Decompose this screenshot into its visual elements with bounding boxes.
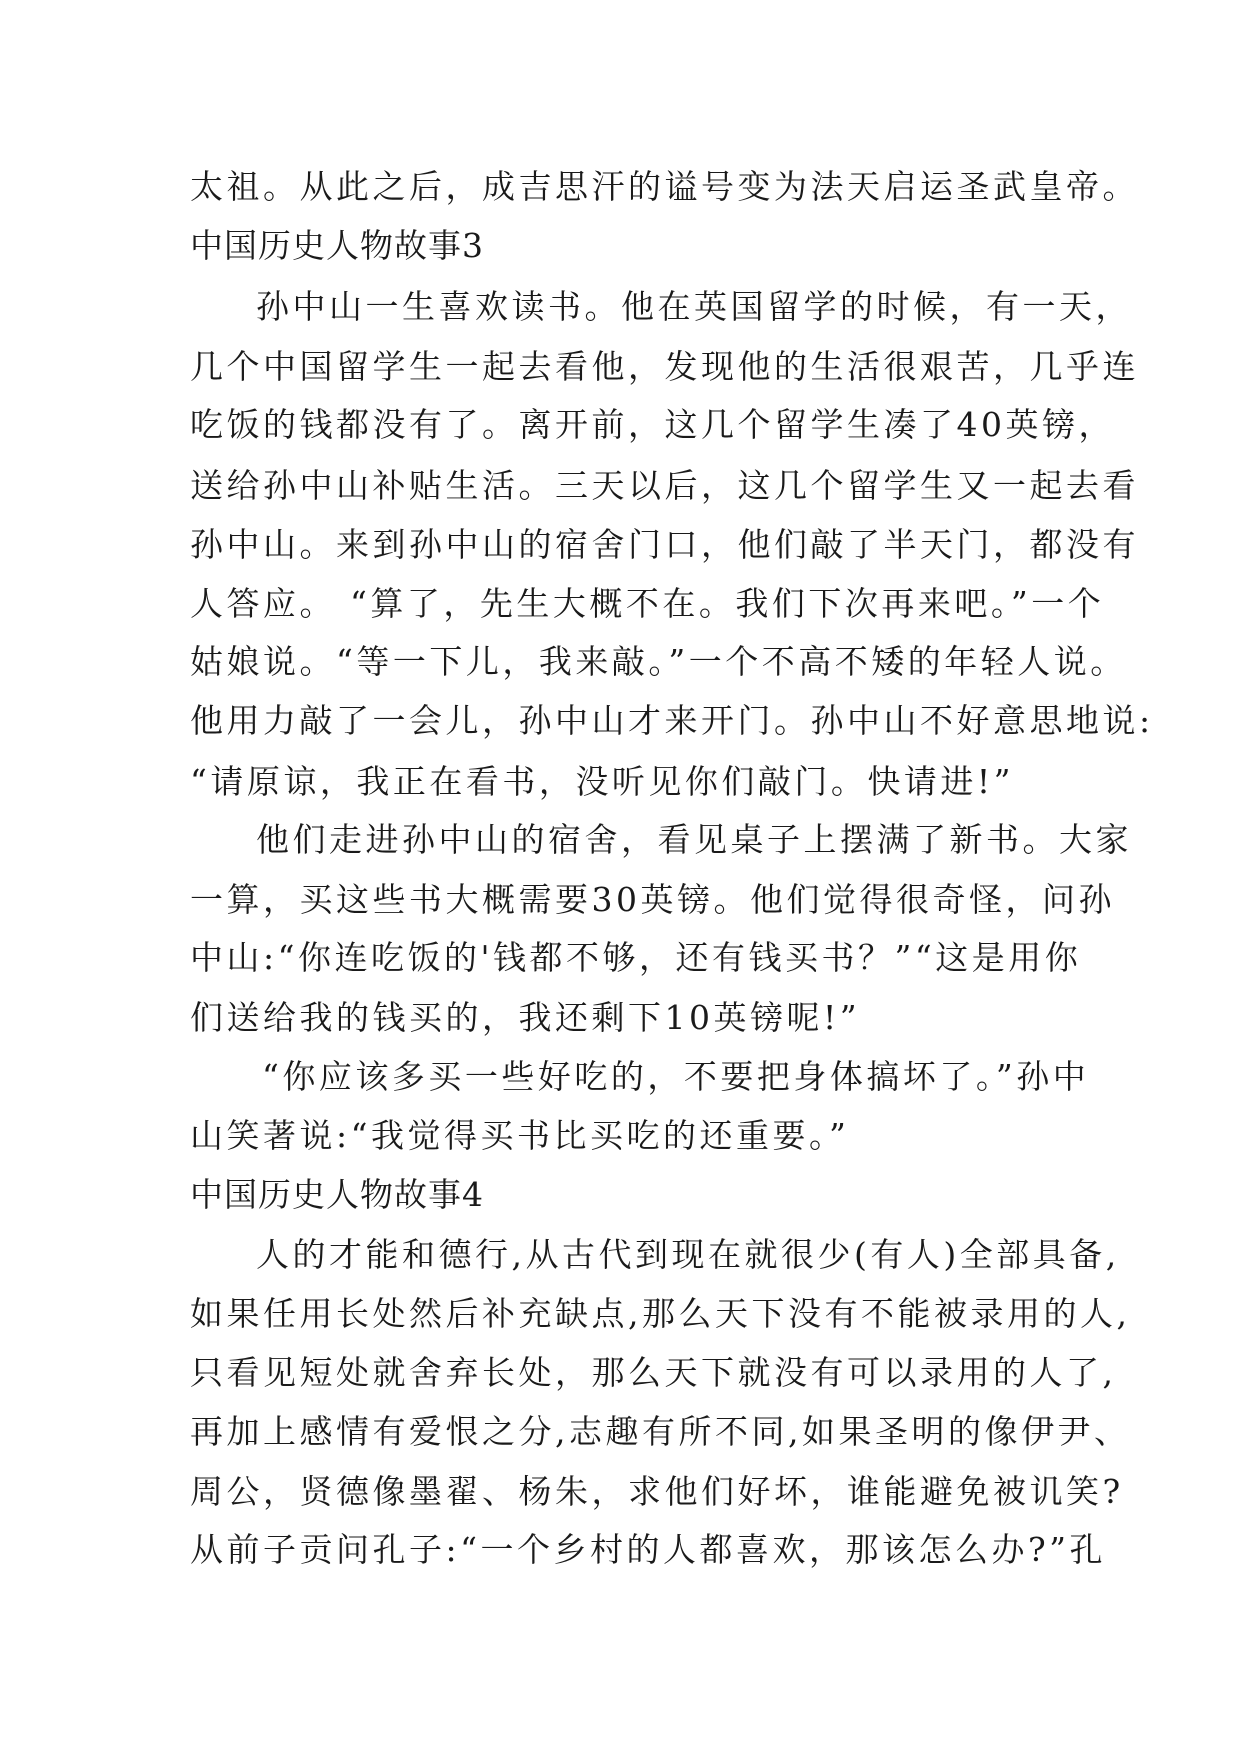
section-heading-story-3: 中国历史人物故事3 bbox=[190, 226, 484, 265]
paragraph-line: 山笑著说:“我觉得买书比买吃的还重要。” bbox=[190, 1116, 850, 1155]
paragraph-line: 一算，买这些书大概需要30英镑。他们觉得很奇怪，问孙 bbox=[190, 880, 1115, 919]
paragraph-line: 只看见短处就舍弃长处，那么天下就没有可以录用的人了, bbox=[190, 1353, 1117, 1392]
paragraph-line: “请原谅，我正在看书，没听见你们敲门。快请进!” bbox=[190, 762, 1015, 801]
paragraph-line: 几个中国留学生一起去看他，发现他的生活很艰苦，几乎连 bbox=[190, 347, 1139, 386]
paragraph-line: 从前子贡问孔子:“一个乡村的人都喜欢，那该怎么办?”孔 bbox=[190, 1530, 1107, 1569]
paragraph-line: 再加上感情有爱恨之分,志趣有所不同,如果圣明的像伊尹、 bbox=[190, 1412, 1131, 1451]
paragraph-line: 人答应。 “算了，先生大概不在。我们下次再来吧。”一个 bbox=[190, 584, 1105, 623]
section-heading-story-4: 中国历史人物故事4 bbox=[190, 1175, 484, 1214]
paragraph-line: 姑娘说。“等一下儿，我来敲。”一个不高不矮的年轻人说。 bbox=[190, 642, 1127, 681]
paragraph-line: “你应该多买一些好吃的，不要把身体搞坏了。”孙中 bbox=[262, 1057, 1090, 1096]
paragraph-line: 太祖。从此之后，成吉思汗的谥号变为法天启运圣武皇帝。 bbox=[190, 167, 1139, 206]
paragraph-line: 他用力敲了一会儿，孙中山才来开门。孙中山不好意思地说: bbox=[190, 701, 1154, 740]
paragraph-line: 送给孙中山补贴生活。三天以后，这几个留学生又一起去看 bbox=[190, 466, 1139, 505]
paragraph-line: 们送给我的钱买的，我还剩下10英镑呢!” bbox=[190, 998, 861, 1037]
paragraph-line: 他们走进孙中山的宿舍，看见桌子上摆满了新书。大家 bbox=[256, 820, 1132, 859]
paragraph-line: 吃饭的钱都没有了。离开前，这几个留学生凑了40英镑， bbox=[190, 405, 1115, 444]
paragraph-line: 人的才能和德行,从古代到现在就很少(有人)全部具备, bbox=[256, 1235, 1120, 1274]
paragraph-line: 孙中山。来到孙中山的宿舍门口，他们敲了半天门，都没有 bbox=[190, 525, 1139, 564]
paragraph-line: 如果任用长处然后补充缺点,那么天下没有不能被录用的人, bbox=[190, 1294, 1131, 1333]
paragraph-line: 周公，贤德像墨翟、杨朱，求他们好坏，谁能避免被讥笑? bbox=[190, 1472, 1124, 1511]
paragraph-line: 孙中山一生喜欢读书。他在英国留学的时候，有一天， bbox=[256, 287, 1132, 326]
paragraph-line: 中山:“你连吃饭的'钱都不够，还有钱买书？”“这是用你 bbox=[190, 938, 1082, 977]
